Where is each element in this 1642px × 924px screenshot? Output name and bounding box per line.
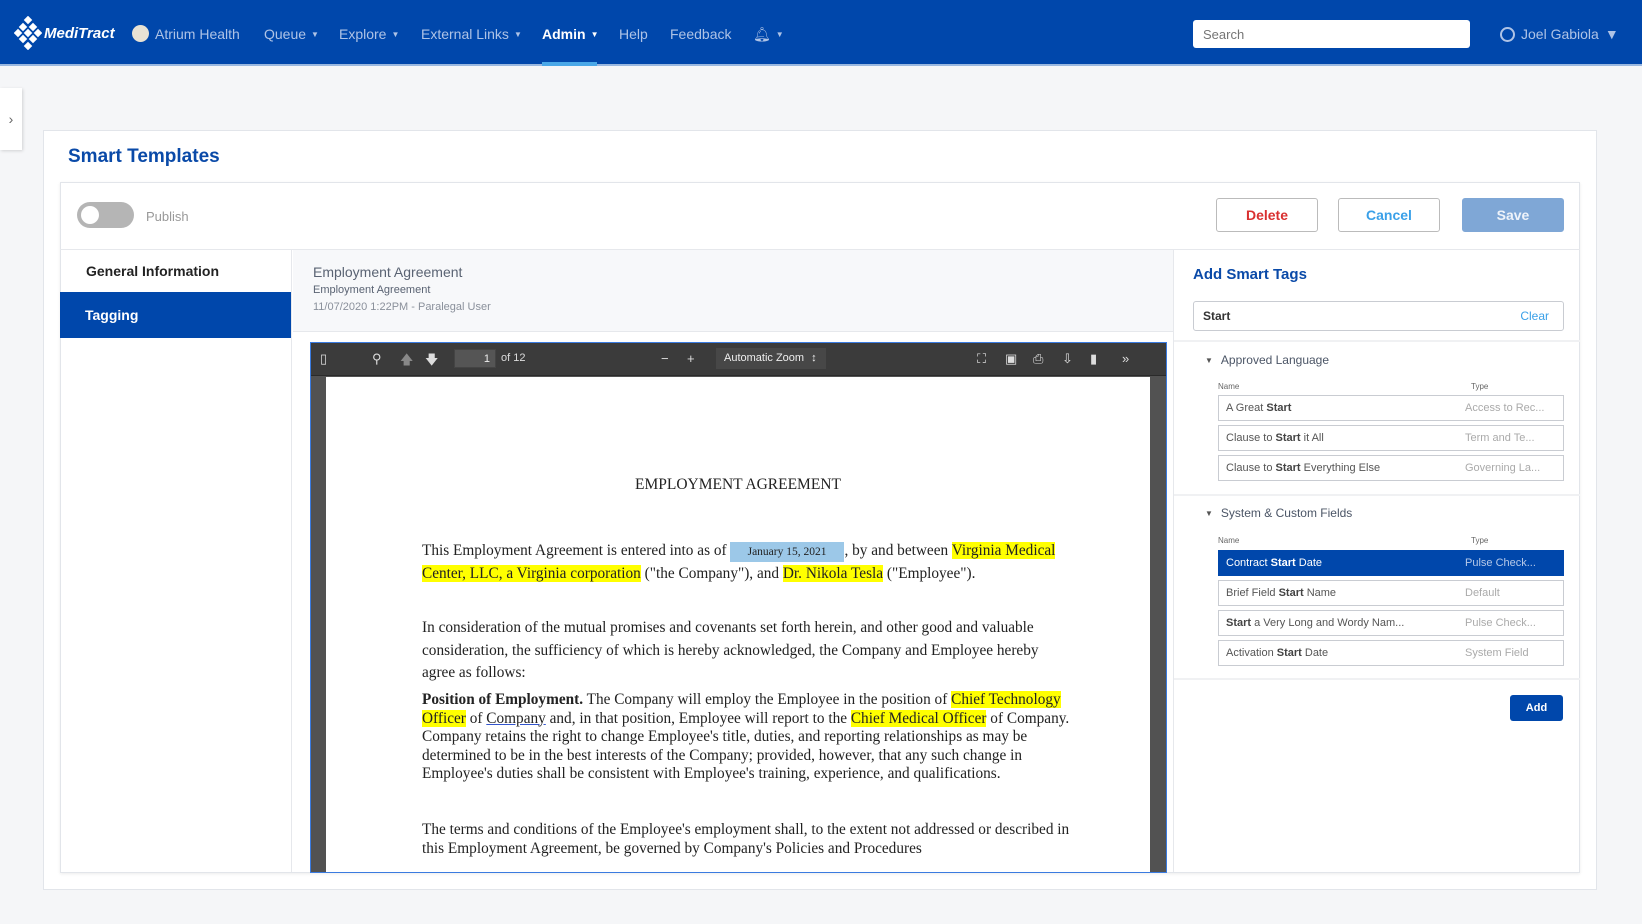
nav-explore[interactable] [339, 26, 399, 42]
text: Activation [1226, 647, 1277, 659]
section-title: Approved Language [1220, 353, 1330, 367]
text: it All [1300, 432, 1324, 444]
org-icon [132, 25, 149, 42]
bell-icon: 🔔︎ [753, 26, 771, 42]
notifications-menu[interactable] [753, 26, 784, 43]
text: Everything Else [1300, 462, 1381, 474]
agreement-heading: EMPLOYMENT AGREEMENT [635, 476, 841, 493]
find-icon[interactable]: ⚲ [372, 351, 382, 366]
toggle-knob [81, 206, 99, 224]
tools-menu-icon[interactable]: » [1122, 351, 1130, 366]
tag-row[interactable] [1218, 610, 1564, 636]
caret-down-icon: ▼ [1604, 26, 1619, 42]
text: Brief Field [1226, 587, 1279, 599]
section-nav [60, 250, 292, 872]
match-text: Start [1270, 557, 1296, 569]
document-subtitle: Employment Agreement [313, 284, 431, 296]
tag-name [1219, 462, 1465, 474]
match-text: Start [1276, 647, 1302, 659]
nav-label: Queue [264, 26, 307, 42]
org-name: Atrium Health [155, 25, 240, 42]
text: The Company will employ the Employee in the position of [583, 691, 952, 708]
section-title: System & Custom Fields [1220, 506, 1353, 520]
page-count: of 12 [501, 352, 526, 364]
divider [1174, 340, 1580, 342]
caret-down-icon: ▼ [590, 29, 599, 39]
pdf-viewer [310, 342, 1167, 873]
tag-row[interactable] [1218, 550, 1564, 576]
match-text: Start [1278, 587, 1304, 599]
tag-type: Access to Rec... [1465, 402, 1545, 414]
text: of Company. Company retains the right to change Employee's title, duties, and reporting relationships as may be determined to be in the best interests of the Company; provided, however, that any such change in Employee's duties shall be consistent with Employee's training, experience, and qualifications. [422, 709, 1070, 782]
select-arrows-icon: ↕ [811, 352, 817, 364]
tag-row[interactable] [1218, 580, 1564, 606]
column-header-name: Name [1218, 536, 1240, 545]
logo-diamond-icon [14, 16, 42, 50]
nav-label: External Links [421, 26, 509, 42]
text: Date [1295, 557, 1322, 569]
section-general-information[interactable]: General Information [86, 263, 220, 279]
user-name: Joel Gabiola [1521, 26, 1599, 42]
system-fields-toggle[interactable] [1205, 506, 1352, 520]
link-company[interactable]: Company [486, 709, 546, 727]
nav-admin[interactable] [542, 26, 598, 42]
column-header-type: Type [1471, 536, 1489, 545]
pdf-toolbar [311, 343, 1166, 376]
paragraph-intro [422, 540, 1062, 585]
divider [1174, 678, 1580, 680]
divider [1174, 494, 1580, 496]
publish-toggle[interactable] [77, 202, 134, 228]
tag-type: Governing La... [1465, 462, 1541, 474]
caret-down-icon: ▼ [775, 30, 784, 39]
nav-label: Feedback [670, 26, 732, 42]
nav-external-links[interactable] [421, 26, 522, 42]
text: , by and between [844, 542, 952, 559]
tag-row[interactable] [1218, 425, 1564, 451]
highlight-company[interactable]: Virginia Medical Center, LLC, a Virginia corporation [422, 542, 1056, 582]
paragraph-position [422, 691, 1070, 784]
tag-type: Pulse Check... [1465, 617, 1536, 629]
tag-name [1219, 402, 1465, 414]
tag-row[interactable] [1218, 395, 1564, 421]
tag-type: Pulse Check... [1465, 557, 1536, 569]
text: of [465, 709, 487, 727]
zoom-value: Automatic Zoom [724, 352, 805, 364]
match-text: Start [1226, 617, 1252, 629]
paragraph-terms: The terms and conditions of the Employee's employment shall, to the extent not addressed or described in this Employment Agreement, be governed by Company's Policies and Procedures [422, 821, 1070, 857]
delete-button[interactable]: Delete [1216, 198, 1318, 232]
search-input[interactable] [1193, 20, 1470, 48]
tag-type: System Field [1465, 647, 1529, 659]
nav-queue[interactable] [264, 26, 319, 42]
brand-name: MediTract [44, 24, 115, 42]
nav-label: Admin [542, 26, 586, 42]
smart-tag-date[interactable]: January 15, 2021 [730, 542, 845, 562]
text: Clause to [1226, 462, 1276, 474]
paragraph-consideration: In consideration of the mutual promises and covenants set forth herein, and other good and valuable consideration, the sufficiency of which is hereby acknowledged, the Company and Employee hereby agree as follows: [422, 619, 1039, 681]
section-heading: Position of Employment. [422, 691, 584, 708]
section-tagging[interactable]: Tagging [60, 292, 291, 338]
cancel-button[interactable]: Cancel [1338, 198, 1440, 232]
search-query: Start [1203, 309, 1231, 323]
match-text: Start [1275, 432, 1301, 444]
brand-logo[interactable] [14, 16, 115, 50]
match-text: Start [1275, 462, 1301, 474]
tag-search-input[interactable] [1193, 301, 1564, 331]
tag-name [1219, 617, 1465, 629]
clear-button[interactable]: Clear [1520, 309, 1549, 323]
highlight-employee[interactable]: Dr. Nikola Tesla [782, 564, 884, 582]
expand-sidebar-button[interactable] [0, 88, 22, 150]
caret-down-icon: ▼ [1205, 355, 1213, 365]
tag-row[interactable] [1218, 455, 1564, 481]
presentation-mode-icon[interactable]: ⛶ [977, 351, 987, 366]
approved-language-toggle[interactable] [1205, 353, 1329, 367]
caret-down-icon: ▼ [311, 29, 319, 39]
active-tab-indicator [542, 62, 597, 66]
text: Clause to [1226, 432, 1276, 444]
open-file-icon[interactable]: ▣ [1005, 351, 1018, 366]
user-avatar-icon [1500, 27, 1515, 42]
document-title: Employment Agreement [313, 264, 463, 280]
print-icon[interactable]: ⎙ [1033, 351, 1044, 366]
org-switcher[interactable] [132, 25, 240, 42]
match-text: Start [1266, 402, 1292, 414]
tag-type: Default [1465, 587, 1500, 599]
previous-page-icon[interactable]: 🡅 [400, 352, 414, 367]
highlight-position[interactable]: Chief Technology Officer [422, 691, 1061, 727]
tag-type: Term and Te... [1465, 432, 1535, 444]
text: This Employment Agreement is entered into as of [422, 542, 727, 559]
text: ("Employee"). [883, 564, 976, 582]
tag-name [1219, 587, 1465, 599]
publish-label: Publish [146, 209, 189, 224]
zoom-out-icon[interactable]: − [661, 351, 669, 366]
sidebar-toggle-icon[interactable]: ▯ [320, 351, 328, 366]
chevron-right-icon: › [8, 111, 14, 127]
tag-name [1219, 432, 1465, 444]
smart-tags-title: Add Smart Tags [1193, 266, 1307, 283]
tag-name [1219, 647, 1465, 659]
zoom-in-icon[interactable]: + [687, 351, 695, 366]
nav-label: Help [619, 26, 648, 42]
next-page-icon[interactable]: 🡇 [425, 352, 439, 367]
bookmark-icon[interactable]: ▮ [1090, 351, 1098, 366]
text: and, in that position, Employee will report to the [545, 709, 851, 727]
zoom-select[interactable] [716, 348, 826, 369]
download-icon[interactable]: ⇩ [1062, 351, 1073, 366]
add-tag-button[interactable]: Add [1510, 695, 1563, 721]
text: Date [1301, 647, 1329, 659]
text: Name [1303, 587, 1337, 599]
highlight-reports-to[interactable]: Chief Medical Officer [850, 709, 987, 727]
nav-help[interactable] [619, 26, 648, 42]
document-meta: 11/07/2020 1:22PM - Paralegal User [313, 301, 491, 313]
column-header-name: Name [1218, 382, 1240, 391]
column-header-type: Type [1471, 382, 1489, 391]
caret-down-icon: ▼ [513, 29, 522, 39]
save-button[interactable]: Save [1462, 198, 1564, 232]
caret-down-icon: ▼ [391, 29, 400, 39]
nav-label: Explore [339, 26, 387, 42]
caret-down-icon: ▼ [1205, 508, 1213, 518]
text: a Very Long and Wordy Nam... [1251, 617, 1405, 629]
tag-name [1219, 557, 1465, 569]
nav-feedback[interactable] [670, 26, 731, 42]
top-navbar [0, 0, 1642, 66]
text: Contract [1226, 557, 1271, 569]
page-number-input[interactable]: 1 [454, 349, 496, 368]
tag-row[interactable] [1218, 640, 1564, 666]
text: A Great [1226, 402, 1267, 414]
text: ("the Company"), and [640, 564, 783, 582]
pdf-page [326, 377, 1150, 873]
page-title: Smart Templates [68, 146, 220, 167]
user-menu[interactable] [1500, 26, 1619, 42]
